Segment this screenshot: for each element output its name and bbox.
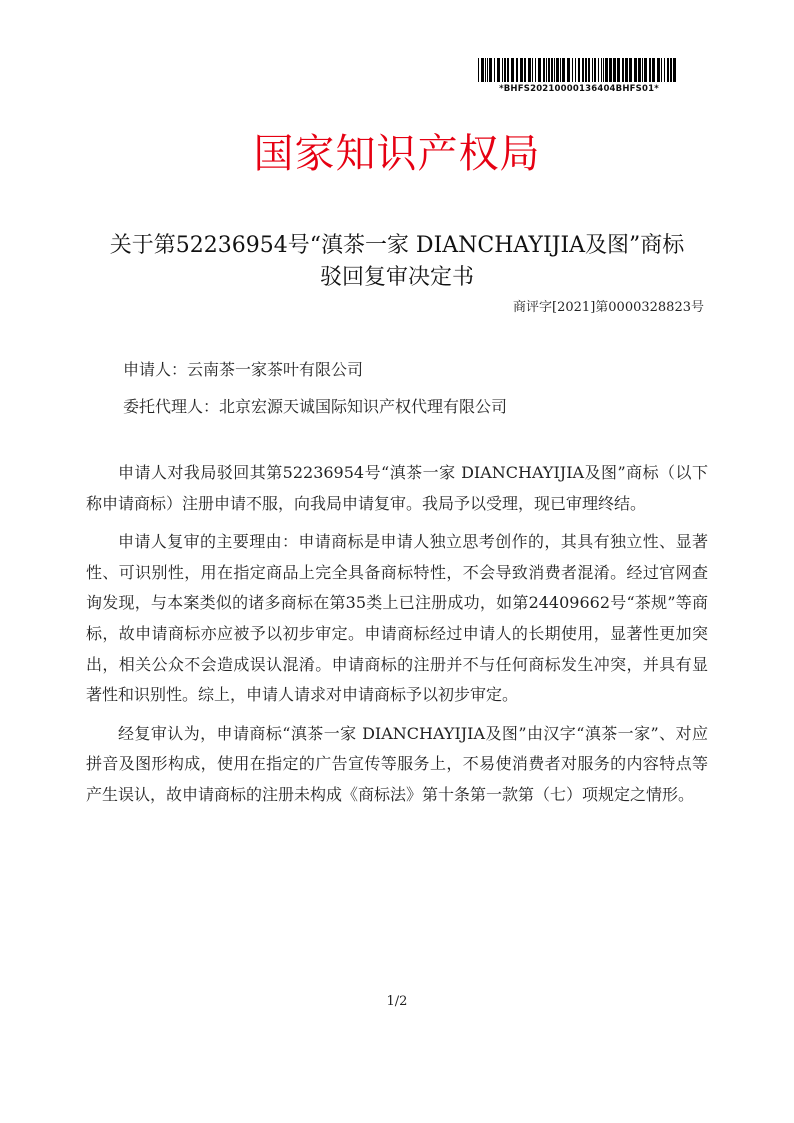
agency-name: 国家知识产权局 bbox=[253, 131, 541, 177]
paragraph: 经复审认为，申请商标“滇茶一家 DIANCHAYIJIA及图”由汉字“滇茶一家”、对应拼音及图形构成，使用在指定的广告宣传等服务上，不易使消费者对服务的内容特点等产生误认，故申请商标的注册未构成《商标法》第十条第一款第（七）项规定之情形。 bbox=[86, 723, 708, 804]
paragraph: 申请人对我局驳回其第52236954号“滇茶一家 DIANCHAYIJIA及图”商标（以下称申请商标）注册申请不服，向我局申请复审。我局予以受理，现已审理终结。 bbox=[86, 463, 708, 513]
barcode-block bbox=[476, 58, 682, 98]
page-indicator: 1/2 bbox=[386, 994, 408, 1009]
decision-body bbox=[86, 458, 708, 819]
document-title-line-1: 关于第52236954号“滇茶一家 DIANCHAYIJIA及图”商标 bbox=[109, 233, 685, 258]
paragraph: 申请人复审的主要理由：申请商标是申请人独立思考创作的，其具有独立性、显著性、可识别性，用在指定商品上完全具备商标特性，不会导致消费者混淆。经过官网查询发现，与本案类似的诸多商标在第35类上已注册成功，如第24409662号“茶规”等商标，故申请商标亦应被予以初步审定。申请商标经过申请人的长期使用，显著性更加突出，相关公众不会造成误认混淆。申请商标的注册并不与任何商标发生冲突，并具有显著性和识别性。综上，申请人请求对申请商标予以初步审定。 bbox=[86, 532, 708, 705]
barcode-text: *BHFS20210000136404BHFS01* bbox=[499, 84, 659, 94]
agent-line: 委托代理人：北京宏源天诚国际知识产权代理有限公司 bbox=[123, 397, 508, 416]
document-title-line-2: 驳回复审决定书 bbox=[319, 265, 474, 290]
barcode-icon bbox=[478, 58, 678, 82]
applicant-line: 申请人：云南茶一家茶叶有限公司 bbox=[123, 360, 364, 379]
document-number: 商评字[2021]第0000328823号 bbox=[513, 300, 704, 315]
